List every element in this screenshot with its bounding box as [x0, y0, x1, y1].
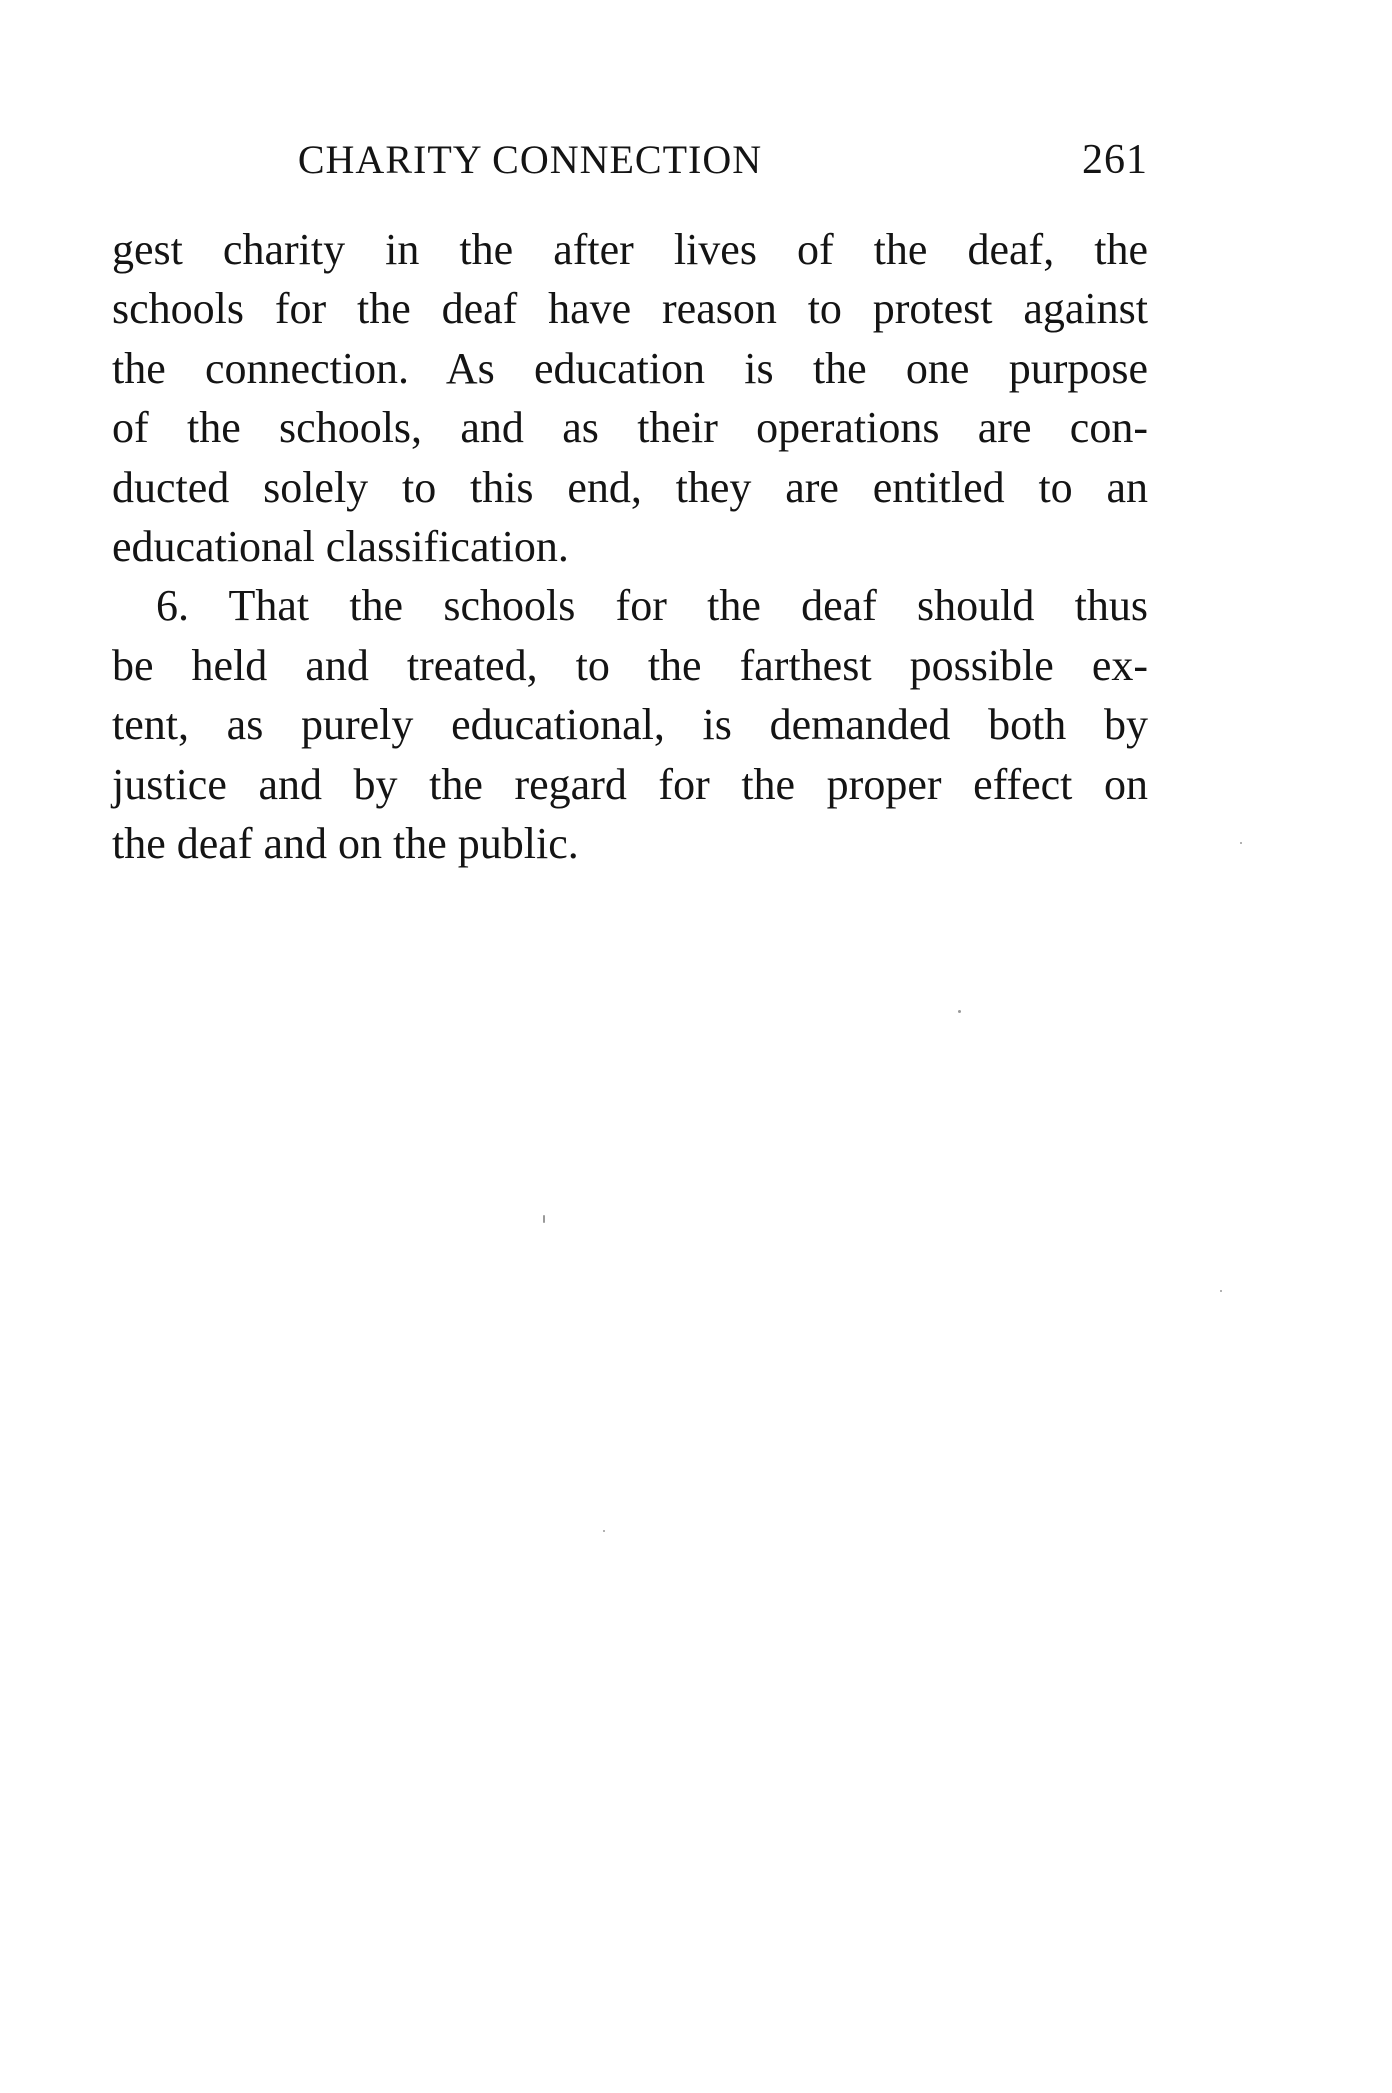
scan-speck — [1240, 842, 1242, 844]
text-line: 6. That the schools for the deaf should thus — [156, 581, 1148, 631]
text-line: justice and by the regard for the proper effect on — [112, 759, 1148, 809]
text-line: the deaf and on the public. — [112, 818, 579, 868]
page-number: 261 — [1082, 137, 1148, 183]
text-line: the connection. As education is the one purpose — [112, 343, 1148, 393]
scan-speck — [958, 1010, 961, 1013]
body-text — [112, 220, 1148, 873]
text-line: educational classification. — [112, 521, 569, 571]
paragraph — [112, 576, 1148, 873]
text-line: schools for the deaf have reason to protest against — [112, 284, 1148, 334]
text-line: gest charity in the after lives of the deaf, the — [112, 225, 1148, 274]
text-line: tent, as purely educational, is demanded both by — [112, 700, 1148, 750]
paragraph — [112, 220, 1148, 576]
scan-speck — [603, 1530, 605, 1532]
scan-speck — [1220, 1290, 1222, 1292]
text-line: ducted solely to this end, they are entitled to an — [112, 462, 1148, 512]
text-line: of the schools, and as their operations are con- — [112, 403, 1148, 453]
running-title: CHARITY CONNECTION — [297, 137, 763, 182]
running-head — [112, 136, 1148, 188]
text-line: be held and treated, to the farthest possible ex- — [112, 640, 1148, 690]
scan-speck — [543, 1215, 545, 1223]
